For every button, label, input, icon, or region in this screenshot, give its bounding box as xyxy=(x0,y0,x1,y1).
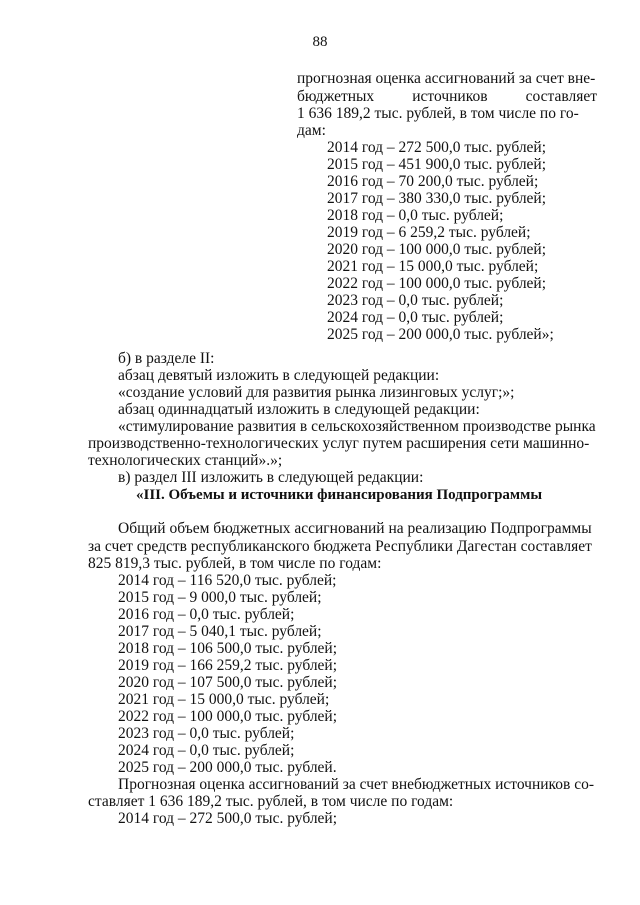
top-year-line: 2023 год – 0,0 тыс. рублей; xyxy=(327,292,504,309)
top-year-line: 2021 год – 15 000,0 тыс. рублей; xyxy=(327,258,539,275)
section-heading: «III. Объемы и источники финансирования Подпрограммы xyxy=(136,487,543,503)
top-year-line: 2020 год – 100 000,0 тыс. рублей; xyxy=(327,241,547,258)
top-year-line: 2014 год – 272 500,0 тыс. рублей; xyxy=(327,139,547,156)
top-year-line: 2025 год – 200 000,0 тыс. рублей»; xyxy=(327,326,554,343)
main-year-line: 2017 год – 5 040,1 тыс. рублей; xyxy=(118,623,322,640)
top-year-line: 2019 год – 6 259,2 тыс. рублей; xyxy=(327,224,531,241)
section-b-line: абзац одиннадцатый изложить в следующей редакции: xyxy=(118,401,480,418)
top-line-1-text: прогнозная оценка ассигнований за счет вне- xyxy=(297,70,596,87)
page-number: 88 xyxy=(312,34,328,50)
top-year-line: 2018 год – 0,0 тыс. рублей; xyxy=(327,207,504,224)
top-line-2-word: бюджетных xyxy=(297,88,375,105)
main-para-line: Общий объем бюджетных ассигнований на реализацию Подпрограммы xyxy=(118,520,592,537)
section-b-line: абзац девятый изложить в следующей редакции: xyxy=(118,367,440,384)
main-year-line: 2020 год – 107 500,0 тыс. рублей; xyxy=(118,674,338,691)
section-v-line: в) раздел III изложить в следующей редакции: xyxy=(118,469,424,486)
forecast-line: Прогнозная оценка ассигнований за счет внебюджетных источников со- xyxy=(118,776,595,793)
section-b-line: «создание условий для развития рынка лизинговых услуг;»; xyxy=(118,384,515,401)
main-year-line: 2019 год – 166 259,2 тыс. рублей; xyxy=(118,657,338,674)
top-year-line: 2015 год – 451 900,0 тыс. рублей; xyxy=(327,156,547,173)
main-year-line: 2021 год – 15 000,0 тыс. рублей; xyxy=(118,691,330,708)
main-year-line: 2016 год – 0,0 тыс. рублей; xyxy=(118,606,295,623)
top-line-2-word: составляет xyxy=(525,88,597,105)
main-year-line: 2025 год – 200 000,0 тыс. рублей. xyxy=(118,759,337,776)
section-b-line: «стимулирование развития в сельскохозяйственном производстве рынка xyxy=(118,418,596,435)
top-line-2 xyxy=(297,88,597,105)
top-line-4: дам: xyxy=(297,122,326,139)
top-line-3: 1 636 189,2 тыс. рублей, в том числе по го- xyxy=(297,105,579,122)
top-year-line: 2024 год – 0,0 тыс. рублей; xyxy=(327,309,504,326)
main-year-line: 2023 год – 0,0 тыс. рублей; xyxy=(118,725,295,742)
main-para-line: 825 819,3 тыс. рублей, в том числе по годам: xyxy=(88,555,382,572)
forecast-line: ставляет 1 636 189,2 тыс. рублей, в том числе по годам: xyxy=(88,793,454,810)
section-b-line: производственно-технологических услуг путем расширения сети машинно- xyxy=(88,435,590,452)
main-year-line: 2015 год – 9 000,0 тыс. рублей; xyxy=(118,589,322,606)
main-year-line: 2014 год – 116 520,0 тыс. рублей; xyxy=(118,572,337,589)
top-year-line: 2016 год – 70 200,0 тыс. рублей; xyxy=(327,173,539,190)
top-year-line: 2022 год – 100 000,0 тыс. рублей; xyxy=(327,275,547,292)
top-year-line: 2017 год – 380 330,0 тыс. рублей; xyxy=(327,190,547,207)
section-b-line: технологических станций».»; xyxy=(88,452,283,469)
top-line-2-word: источников xyxy=(412,88,488,105)
main-year-line: 2018 год – 106 500,0 тыс. рублей; xyxy=(118,640,338,657)
main-year-line: 2022 год – 100 000,0 тыс. рублей; xyxy=(118,708,338,725)
main-year-line: 2024 год – 0,0 тыс. рублей; xyxy=(118,742,295,759)
main-para-line: за счет средств республиканского бюджета Республики Дагестан составляет xyxy=(88,538,592,555)
forecast-line: 2014 год – 272 500,0 тыс. рублей; xyxy=(118,810,338,827)
section-b-line: б) в разделе II: xyxy=(118,350,215,367)
top-line-1 xyxy=(297,70,597,87)
